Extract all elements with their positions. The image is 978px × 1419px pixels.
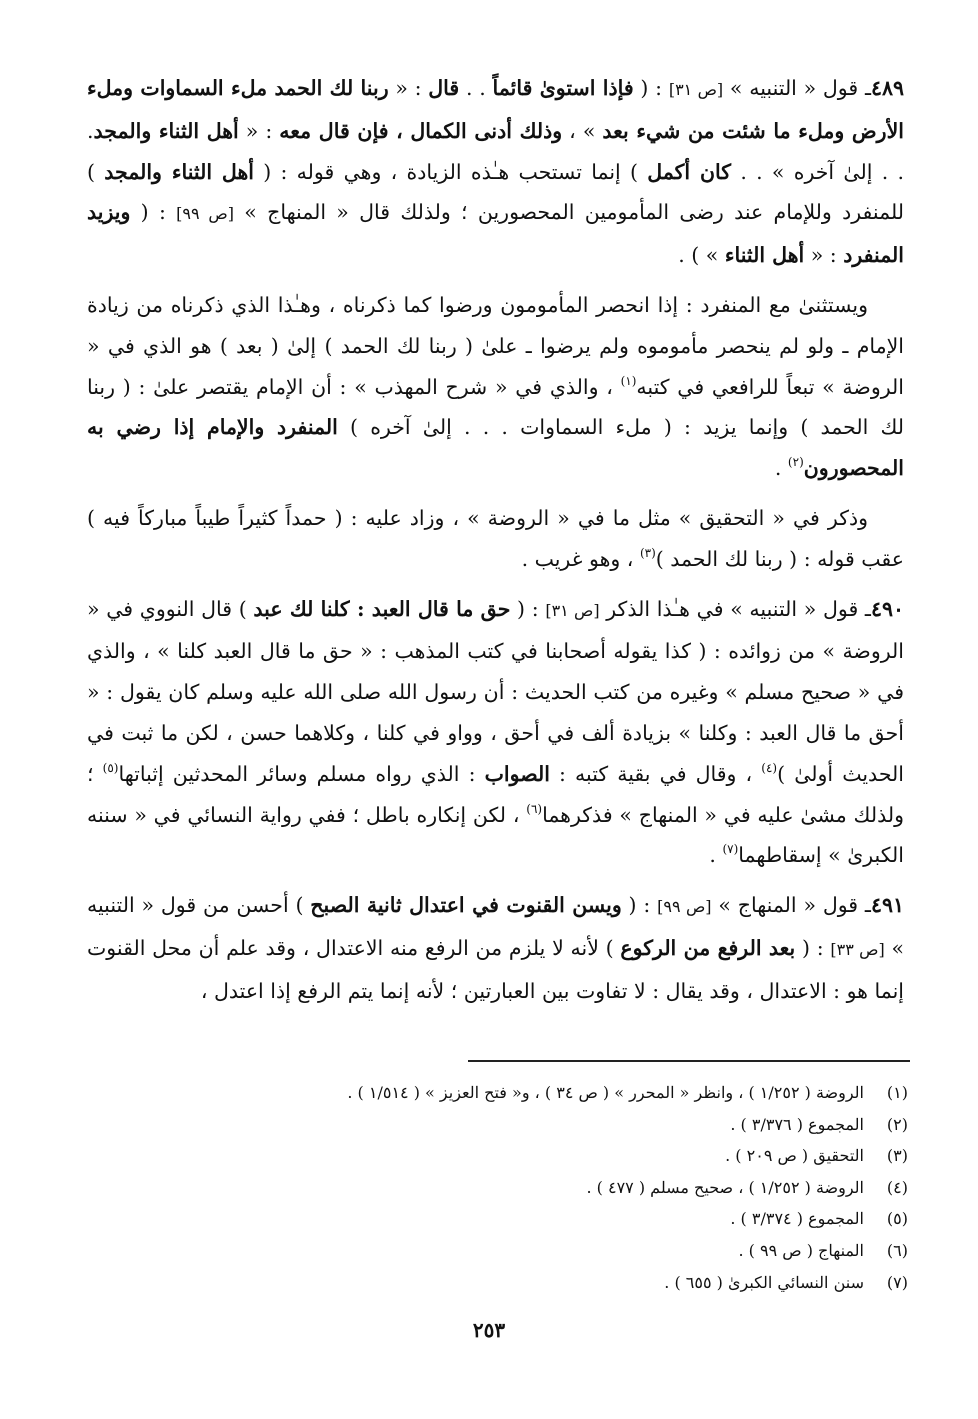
bold-text: ويسن القنوت في اعتدال ثانية الصبح (310, 893, 622, 918)
page-reference: [ص ٣١] (668, 80, 724, 99)
bold-text: ٤٩٠ (870, 596, 904, 621)
footnote-number: (٧) (886, 1272, 908, 1292)
text-run: وذكر في « التحقيق » مثل ما في « الروضة » ، وزاد عليه : ( حمداً كثيراً طيباً مباركاً فيه ) عقب قوله : ( ربنا لك الحمد ) (87, 505, 904, 571)
bold-text: ٤٨٩ (870, 76, 904, 100)
text-run: ؛ ولذلك مشىٰ عليه في « المنهاج » فذكرهما (87, 761, 904, 827)
text-run: ، لكن إنكاره باطل ؛ ففي رواية النسائي في « سننه الكبرىٰ » إسقاطهما (87, 802, 904, 868)
footnote-6 (68, 1235, 908, 1267)
paragraph-491 (87, 885, 904, 1011)
text-run: : الذي رواه مسلم وسائر المحدثين إثباتها (118, 761, 485, 786)
footnote-number: (٦) (886, 1240, 908, 1260)
footnote-2 (68, 1109, 908, 1141)
bold-text: ربنا لك الحمد ملء السماوات وملء الأرض وملء ما شئت من شيء بعد (87, 76, 904, 143)
text-run: ـ قول « التنبيه » (723, 76, 871, 100)
page-number: ٢٥٣ (472, 1318, 506, 1342)
page-reference: [ص ٩٩] (176, 204, 235, 224)
text-run: ) إنما تستحب هـٰذه الزيادة ، وهي قوله : ( (253, 159, 648, 184)
text-run: ) لأنه لا يلزم من الرفع منه الاعتدال ، وقد علم أن محل القنوت إنما هو : الاعتدال ، وقد يقال : لا تفاوت بين العبارتين ؛ لأنه إنما يتم الرفع إذا اعتدل ، (87, 935, 904, 1003)
footnote-reference: (٦) (526, 801, 543, 816)
footnote-5 (68, 1203, 908, 1235)
bold-text: أهل الثناء (724, 243, 805, 268)
footnote-text: سنن النسائي الكبرىٰ ( ٦٥٥ ) . (664, 1272, 864, 1292)
footnote-reference: (٥) (102, 760, 119, 775)
text-run: : ( (510, 596, 546, 621)
footnote-text: المجموع ( ٣/٣٧٦ ) . (730, 1114, 864, 1134)
text-run: : ( (795, 935, 831, 960)
footnote-separator (468, 1060, 910, 1062)
bold-text: قال (428, 76, 460, 100)
footnote-number: (٤) (886, 1177, 908, 1197)
page-reference: [ص ٣١] (545, 600, 600, 620)
text-run: : « (388, 76, 429, 100)
text-run: : ( (633, 76, 669, 100)
footnote-text: الروضة ( ١/٢٥٢ ) ، صحيح مسلم ( ٤٧٧ ) . (586, 1177, 864, 1197)
footnotes (68, 1077, 908, 1298)
paragraph-489-tahqiq (87, 498, 904, 580)
footnote-3 (68, 1140, 908, 1172)
footnote-number: (١) (886, 1083, 908, 1102)
footnote-number: (٢) (886, 1114, 908, 1134)
bold-text: أهل الثناء والمجد (93, 118, 239, 143)
text-run: ، والذي في « شرح المهذب » : أن الإمام يقتصر علىٰ : ( ربنا لك الحمد ) وإنما يزيد : ( ملء السماوات . . . إلىٰ آخره ) (87, 374, 905, 440)
bold-text: الصواب (484, 761, 550, 786)
bold-text: أهل الثناء والمجد (104, 159, 254, 184)
page-reference: [ص ٣٣] (830, 939, 885, 959)
bold-text: ويزيد المنفرد (87, 200, 904, 268)
text-run: » ، (562, 118, 603, 143)
text-run: : « (238, 118, 280, 143)
text-run: . . . إلىٰ آخره » . . (87, 118, 904, 184)
text-run: ، وقال في بقية كتبه : (549, 761, 762, 786)
footnote-reference: (١) (620, 373, 637, 388)
bold-text: المنفرد والإمام إذا رضي به المحصورون (87, 415, 904, 481)
text-run: : ( (130, 200, 177, 225)
footnote-reference: (٢) (787, 455, 804, 470)
footnote-text: التحقيق ( ص ٢٠٩ ) . (725, 1146, 864, 1166)
text-run: ) للمنفرد وللإمام عند رضى المأمومين المحصورين ؛ ولذلك قال « المنهاج » (87, 159, 904, 225)
text-run: . (774, 456, 788, 481)
main-text (87, 68, 904, 1021)
text-run: . . (459, 76, 493, 100)
text-run: : ( (621, 893, 658, 918)
bold-text: وذلك أدنى الكمال ، فإن قال معه (279, 118, 563, 143)
footnote-1 (68, 1077, 908, 1109)
footnote-4 (68, 1172, 908, 1204)
footnote-number: (٥) (886, 1209, 908, 1229)
footnote-number: (٣) (886, 1146, 908, 1166)
footnote-reference: (٤) (761, 760, 778, 775)
text-run: ، وهو غريب . (521, 546, 640, 571)
bold-text: كان أكمل (647, 159, 732, 184)
text-run: ) قال النووي في « الروضة » من زوائده : ( كذا يقوله أصحابنا في كتب المذهب : « حق ما قال العبد كلنا » ، والذي في « صحيح مسلم » وغيره من كتب الحديث : أن رسول الله صلى الله عليه وسلم كان يقول : « أحق ما قال العبد : وكلنا » بزيادة ألف في أحق ، وواو في كلنا ، وكلاهما حسن ، لكن ما ثبت في الحديث أولىٰ ) (87, 596, 904, 786)
text-run: : « (804, 243, 844, 268)
footnote-text: المجموع ( ٣/٣٧٤ ) . (730, 1209, 864, 1229)
bold-text: فإذا استوىٰ قائماً (492, 76, 634, 100)
page-reference: [ص ٩٩] (657, 897, 712, 917)
bold-text: ٤٩١ (870, 893, 904, 918)
paragraph-489-continuation (87, 285, 904, 489)
text-run: » ) . (678, 243, 725, 268)
footnote-reference: (٣) (639, 545, 656, 560)
paragraph-490 (87, 589, 904, 877)
text-run: ) أحسن من قول « التنبيه » (87, 893, 905, 960)
bold-text: بعد الرفع من الركوع (620, 935, 796, 960)
text-run: . (709, 843, 723, 868)
text-run: ويستثنىٰ مع المنفرد : إذا انحصر المأمومون ورضوا كما ذكرناه ، وهـٰذا الذي ذكرناه من زيادة الإمام ـ ولو لم ينحصر مأموموه ولم يرضوا ـ علىٰ ( ربنا لك الحمد ) إلىٰ ( بعد ) هو الذي في « الروضة » تبعاً للرافعي في كتبه (87, 292, 904, 399)
bold-text: حق ما قال العبد : كلنا لك عبد (253, 596, 511, 621)
footnote-text: الروضة ( ١/٢٥٢ ) ، وانظر « المحرر » ( ص ٣٤ ) ، و« فتح العزيز » ( ١/٥١٤ ) . (347, 1083, 864, 1102)
footnote-text: المنهاج ( ص ٩٩ ) . (738, 1240, 864, 1260)
footnote-7 (68, 1267, 908, 1299)
footnote-reference: (٧) (722, 842, 739, 857)
text-run: ـ قول « المنهاج » (711, 893, 871, 918)
paragraph-489 (87, 68, 904, 276)
text-run: ـ قول « التنبيه » في هـٰذا الذكر (599, 596, 871, 621)
